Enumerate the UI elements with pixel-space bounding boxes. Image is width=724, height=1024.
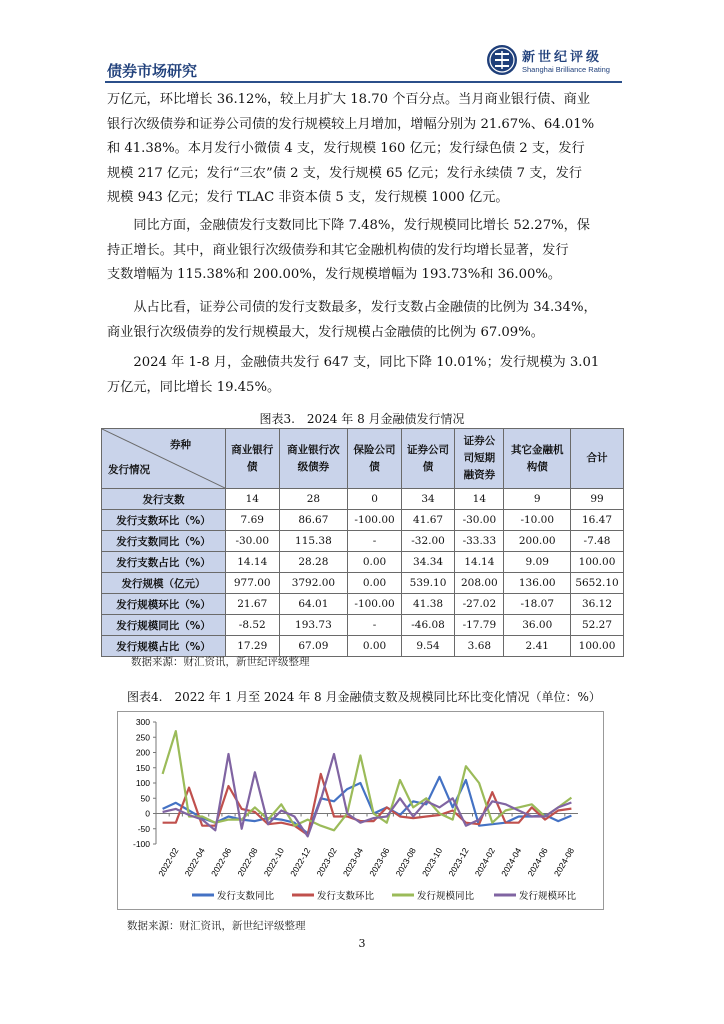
- table-cell: 36.12: [571, 594, 624, 615]
- table-cell: -10.00: [504, 510, 571, 531]
- column-header: 证券公司债: [401, 429, 455, 489]
- corner-label-issuance: 发行情况: [108, 464, 150, 476]
- paragraph-year-on-year: [107, 214, 623, 288]
- table-row: [102, 573, 624, 594]
- table-cell: -18.07: [504, 594, 571, 615]
- x-tick-label: 2023-12: [446, 846, 471, 879]
- chart-caption: 图表4. 2022 年 1 月至 2024 年 8 月金融债支数及规模同比环比变化情况（单位：%）: [127, 690, 601, 704]
- table-cell: 100.00: [571, 552, 624, 573]
- y-tick-label: 200: [135, 747, 150, 758]
- x-tick-label: 2022-10: [261, 846, 287, 879]
- table-cell: 41.38: [401, 594, 455, 615]
- column-header: 商业银行债: [226, 429, 280, 489]
- table-cell: 52.27: [571, 615, 624, 636]
- table-cell: 34: [401, 489, 455, 510]
- row-label: 发行规模环比（%）: [102, 594, 226, 615]
- table-cell: 200.00: [504, 531, 571, 552]
- legend-label: 发行支数环比: [317, 891, 375, 902]
- table-cell: 36.00: [504, 615, 571, 636]
- x-tick-label: 2023-08: [393, 846, 418, 879]
- y-tick-label: 100: [135, 778, 150, 788]
- table-row: [102, 552, 624, 573]
- row-label: 发行支数同比（%）: [102, 531, 226, 552]
- table-cell: -7.48: [571, 531, 624, 552]
- x-tick-label: 2022-06: [209, 846, 234, 879]
- table-caption: 图表3. 2024 年 8 月金融债发行情况: [259, 412, 465, 426]
- row-label: 发行规模占比（%）: [102, 636, 226, 657]
- table-cell: 16.47: [571, 510, 624, 531]
- legend-label: 发行规模同比: [417, 891, 475, 902]
- table-cell: 0: [348, 489, 402, 510]
- table-cell: 14: [226, 489, 280, 510]
- table-cell: -32.00: [401, 531, 455, 552]
- table-cell: 3.68: [455, 636, 504, 657]
- table-cell: -: [348, 531, 402, 552]
- chart-source-note: 数据来源：财汇资讯，新世纪评级整理: [127, 920, 306, 932]
- table-row: [102, 594, 624, 615]
- table-cell: 193.73: [279, 615, 348, 636]
- table-cell: 5652.10: [571, 573, 624, 594]
- table-cell: -33.33: [455, 531, 504, 552]
- table-cell: 67.09: [279, 636, 348, 657]
- text-line: 万亿元，同比增长 19.45%。: [107, 379, 281, 395]
- table-header-row: [102, 429, 624, 489]
- legend-label: 发行规模环比: [519, 891, 577, 902]
- x-tick-label: 2023-02: [314, 846, 339, 879]
- table-cell: -100.00: [348, 594, 402, 615]
- table-cell: -8.52: [226, 615, 280, 636]
- financial-bond-issuance-table: [101, 428, 624, 657]
- column-header: 合计: [571, 429, 624, 489]
- table-row: [102, 510, 624, 531]
- text-line: 规模 943 亿元；发行 TLAC 非资本债 5 支，发行规模 1000 亿元。: [107, 190, 509, 205]
- y-tick-label: 0: [145, 808, 150, 819]
- x-tick-label: 2023-10: [420, 846, 445, 879]
- table-cell: 115.38: [279, 531, 348, 552]
- y-tick-label: 150: [135, 762, 150, 773]
- table-cell: 100.00: [571, 636, 624, 657]
- x-tick-label: 2024-02: [472, 846, 498, 879]
- brand-emblem-icon: [486, 44, 518, 76]
- x-tick-label: 2022-02: [156, 846, 181, 879]
- table-cell: 86.67: [279, 510, 348, 531]
- corner-diagonal-line: [102, 429, 225, 488]
- table-cell: 14.14: [226, 552, 280, 573]
- table-cell: -30.00: [226, 531, 280, 552]
- column-header: 商业银行次级债券: [279, 429, 348, 489]
- x-tick-label: 2022-12: [288, 846, 313, 879]
- corner-label-bond-type: 券种: [170, 439, 191, 451]
- table-cell: 14.14: [455, 552, 504, 573]
- table-row: [102, 531, 624, 552]
- table-corner-header: [102, 429, 226, 489]
- y-tick-label: -50: [137, 823, 150, 834]
- table-cell: 41.67: [401, 510, 455, 531]
- table-row: [102, 489, 624, 510]
- table-cell: 9.54: [401, 636, 455, 657]
- column-header: 保险公司债: [348, 429, 402, 489]
- paragraph-monthly-issuance: [107, 88, 623, 211]
- y-tick-label: 50: [140, 793, 150, 804]
- x-tick-label: 2023-06: [367, 846, 392, 879]
- table-cell: -30.00: [455, 510, 504, 531]
- x-tick-label: 2024-08: [551, 846, 577, 879]
- table-cell: 977.00: [226, 573, 280, 594]
- table-cell: 539.10: [401, 573, 455, 594]
- y-tick-label: 250: [135, 732, 150, 743]
- table-cell: 99: [571, 489, 624, 510]
- row-label: 发行规模（亿元）: [102, 573, 226, 594]
- text-line: 从占比看，证券公司债的发行支数最多，发行支数占金融债的比例为 34.34%，: [107, 300, 597, 315]
- table-cell: 3792.00: [279, 573, 348, 594]
- row-label: 发行支数: [102, 489, 226, 510]
- header-divider: [105, 81, 622, 83]
- x-tick-label: 2024-06: [525, 846, 550, 879]
- line-chart: [118, 712, 605, 911]
- table-cell: 28: [279, 489, 348, 510]
- table-cell: 0.00: [348, 636, 402, 657]
- column-header: 证券公司短期融资券: [455, 429, 504, 489]
- table-cell: -: [348, 615, 402, 636]
- row-label: 发行规模同比（%）: [102, 615, 226, 636]
- text-line: 同比方面，金融债发行支数同比下降 7.48%，发行规模同比增长 52.27%，保: [107, 218, 590, 233]
- text-line: 银行次级债券和证券公司债的发行规模较上月增加，增幅分别为 21.67%、64.01%: [107, 116, 595, 132]
- brand-logo: [486, 44, 624, 78]
- x-tick-label: 2023-04: [340, 846, 366, 879]
- x-tick-label: 2022-04: [182, 846, 207, 879]
- text-line: 万亿元，环比增长 36.12%，较上月扩大 18.70 个百分点。当月商业银行债、商业: [107, 92, 591, 107]
- text-line: 2024 年 1-8 月，金融债共发行 647 支，同比下降 10.01%；发行规模为 3.01: [107, 355, 600, 370]
- y-tick-label: 300: [135, 717, 150, 727]
- table-cell: -27.02: [455, 594, 504, 615]
- paragraph-share: [107, 296, 623, 345]
- text-line: 和 41.38%。本月发行小微债 4 支，发行规模 160 亿元；发行绿色债 2 支，发行: [107, 141, 585, 156]
- text-line: 规模 217 亿元；发行“三农”债 2 支，发行规模 65 亿元；发行永续债 7 支，发行: [107, 165, 582, 181]
- legend-label: 发行支数同比: [217, 891, 275, 902]
- table-cell: 34.34: [401, 552, 455, 573]
- chart-frame: [117, 711, 604, 910]
- x-tick-label: 2024-04: [499, 846, 524, 879]
- series-line-4: [163, 754, 572, 836]
- table-cell: 0.00: [348, 573, 402, 594]
- table-cell: 9.09: [504, 552, 571, 573]
- text-line: 持正增长。其中，商业银行次级债券和其它金融机构债的发行均增长显著，发行: [107, 242, 569, 258]
- table-cell: 9: [504, 489, 571, 510]
- table-cell: 208.00: [455, 573, 504, 594]
- brand-name-cn: 新世纪评级: [522, 50, 603, 65]
- table-cell: 0.00: [348, 552, 402, 573]
- row-label: 发行支数占比（%）: [102, 552, 226, 573]
- paragraph-ytd: [107, 351, 623, 400]
- table-cell: 14: [455, 489, 504, 510]
- column-header: 其它金融机构债: [504, 429, 571, 489]
- table-cell: 136.00: [504, 573, 571, 594]
- report-series-title: 债券市场研究: [107, 62, 198, 80]
- table-cell: -17.79: [455, 615, 504, 636]
- table-row: [102, 615, 624, 636]
- x-tick-label: 2022-08: [235, 846, 260, 879]
- text-line: 商业银行次级债券的发行规模最大，发行规模占金融债的比例为 67.09%。: [107, 324, 544, 340]
- table-source-note: 数据来源：财汇资讯，新世纪评级整理: [131, 656, 310, 668]
- table-cell: 2.41: [504, 636, 571, 657]
- text-line: 支数增幅为 115.38%和 200.00%，发行规模增幅为 193.73%和 36.00%。: [107, 267, 562, 282]
- table-cell: 21.67: [226, 594, 280, 615]
- table-cell: 7.69: [226, 510, 280, 531]
- y-tick-label: -100: [132, 839, 150, 849]
- page-number: 3: [358, 937, 366, 950]
- table-cell: -46.08: [401, 615, 455, 636]
- brand-name-en: Shanghai Brilliance Rating: [522, 65, 610, 74]
- table-cell: -100.00: [348, 510, 402, 531]
- table-cell: 17.29: [226, 636, 280, 657]
- table-cell: 64.01: [279, 594, 348, 615]
- table-cell: 28.28: [279, 552, 348, 573]
- row-label: 发行支数环比（%）: [102, 510, 226, 531]
